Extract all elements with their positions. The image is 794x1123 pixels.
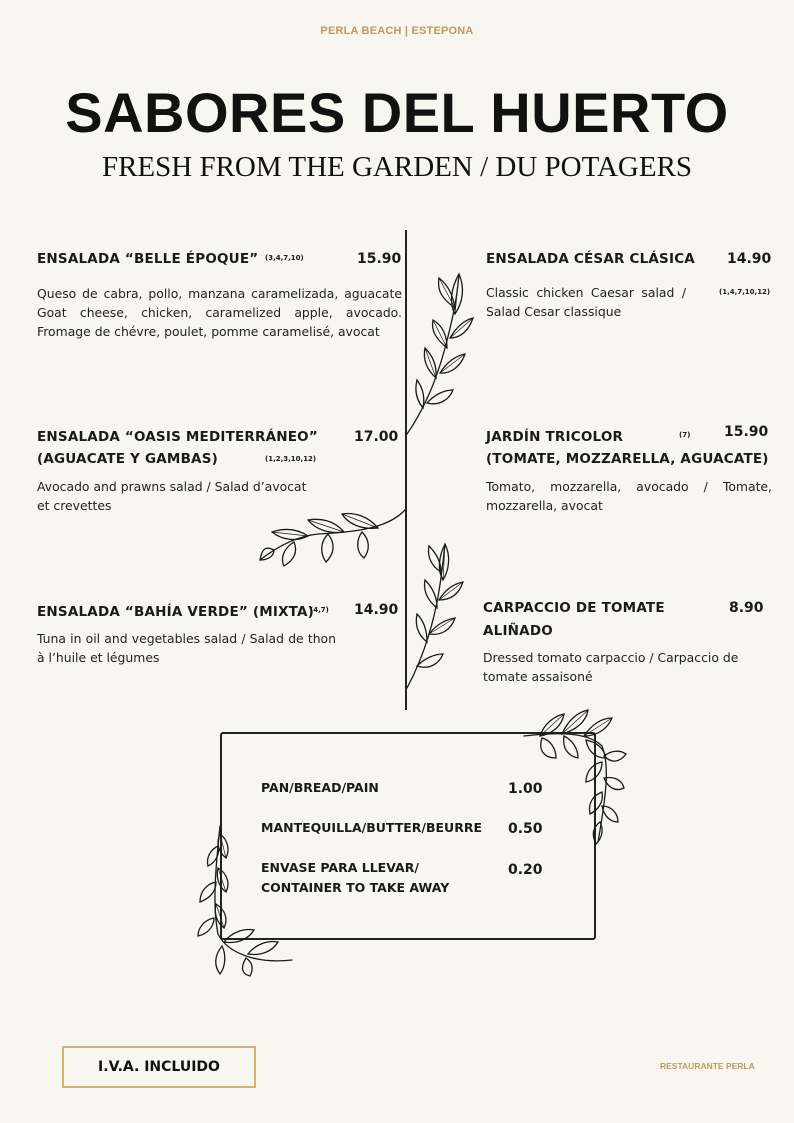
item-description: Tomato, mozzarella, avocado / Tomate, mozzarella, avocat: [486, 479, 772, 513]
footer-restaurant-name: RESTAURANTE PERLA: [660, 1061, 755, 1071]
item-name-line1: ENSALADA “OASIS MEDITERRÁNEO”: [37, 429, 318, 445]
item-name-line1: CARPACCIO DE TOMATE: [483, 600, 665, 616]
item-allergens: (1,4,7,10,12): [719, 288, 771, 296]
item-description: Queso de cabra, pollo, manzana caramelizada, aguacate Goat cheese, chicken, caramelized apple, avocado. Fromage de chévre, poulet, pomme caramelisé, avocat: [37, 286, 402, 339]
item-description: Dressed tomato carpaccio / Carpaccio de tomate assaisoné: [483, 650, 739, 684]
item-allergens: (3,4,7,10): [265, 254, 304, 262]
olive-branch-icon: [405, 542, 467, 690]
leaf-corner-icon: [188, 824, 294, 976]
page-title: SABORES DEL HUERTO: [65, 81, 729, 144]
extra-price: 0.50: [508, 821, 543, 837]
extra-price: 0.20: [508, 862, 543, 878]
item-name-line2: ALIÑADO: [483, 623, 553, 639]
item-price: 8.90: [729, 600, 764, 616]
item-price: 15.90: [724, 424, 769, 440]
extra-label-line2: CONTAINER TO TAKE AWAY: [261, 880, 450, 895]
item-allergens: (7): [679, 431, 691, 439]
item-price: 14.90: [354, 602, 399, 618]
restaurant-line: PERLA BEACH | ESTEPONA: [320, 25, 474, 37]
tax-included-label: I.V.A. INCLUIDO: [98, 1059, 220, 1075]
item-name-line2: (AGUACATE Y GAMBAS): [37, 451, 219, 467]
extra-label: PAN/BREAD/PAIN: [261, 780, 379, 795]
item-description: Avocado and prawns salad / Salad d’avocat et crevettes: [37, 479, 307, 513]
item-name: ENSALADA “BELLE ÉPOQUE”: [37, 251, 259, 267]
extra-label-line1: ENVASE PARA LLEVAR/: [261, 860, 419, 875]
item-name: ENSALADA “BAHÍA VERDE” (MIXTA): [37, 604, 315, 620]
extra-price: 1.00: [508, 781, 543, 797]
item-description: Classic chicken Caesar salad / Salad Cesar classique: [486, 285, 686, 319]
item-price: 15.90: [357, 251, 402, 267]
item-price: 14.90: [727, 251, 772, 267]
olive-branch-icon: [405, 268, 475, 438]
item-name-line2: (TOMATE, MOZZARELLA, AGUACATE): [486, 451, 769, 467]
item-allergens: (4,7): [310, 606, 329, 614]
item-name: ENSALADA CÉSAR CLÁSICA: [486, 251, 695, 267]
item-allergens: (1,2,3,10,12): [265, 455, 317, 463]
item-description: Tuna in oil and vegetables salad / Salad de thon à l’huile et légumes: [37, 631, 336, 665]
item-price: 17.00: [354, 429, 399, 445]
tax-included-badge: [62, 1046, 256, 1088]
item-name-line1: JARDÍN TRICOLOR: [486, 429, 624, 445]
olive-branch-icon: [258, 508, 406, 568]
extra-label: MANTEQUILLA/BUTTER/BEURRE: [261, 820, 482, 835]
page-subtitle: FRESH FROM THE GARDEN / DU POTAGERS: [101, 151, 693, 183]
